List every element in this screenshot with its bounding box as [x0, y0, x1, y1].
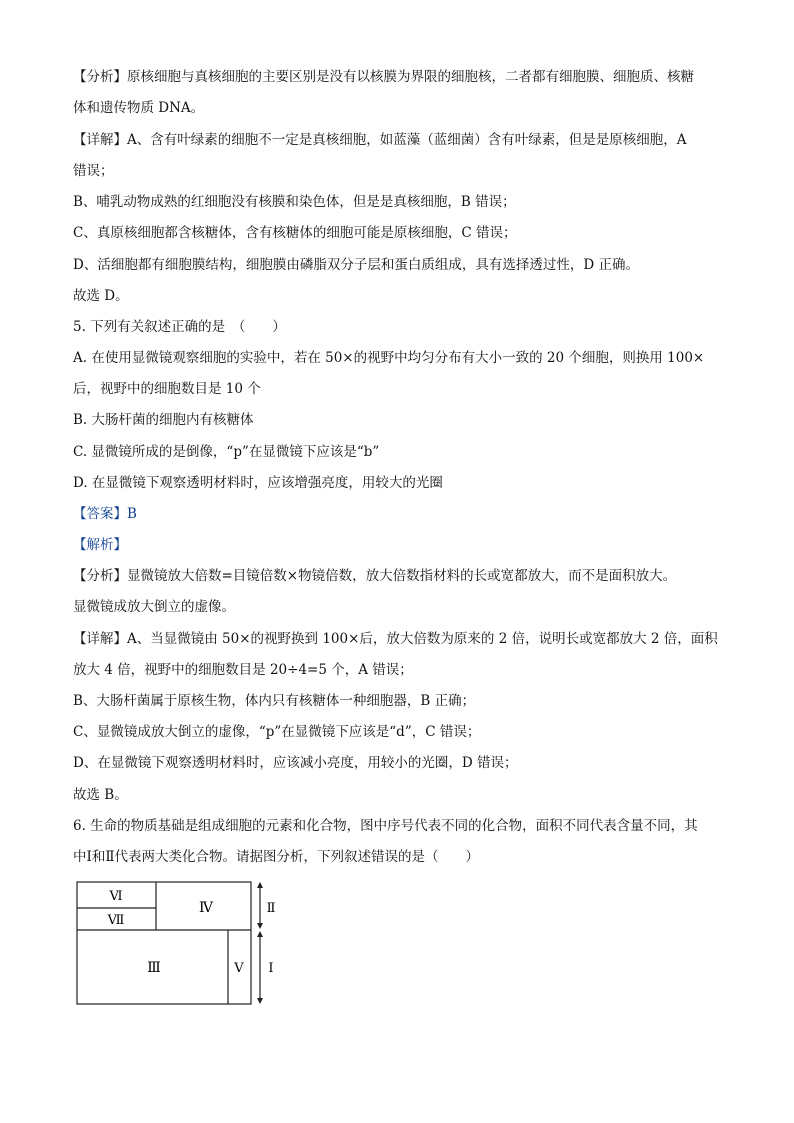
text-line: B、哺乳动物成熟的红细胞没有核膜和染色体，但是是真核细胞，B 错误；: [73, 194, 516, 210]
option-a: A. 在使用显微镜观察细胞的实验中，若在 50×的视野中均匀分布有大小一致的 20 个细胞，则换用 100×: [73, 350, 705, 366]
answer-label: 【答案】B: [73, 506, 137, 522]
text-line: 放大 4 倍，视野中的细胞数目是 20÷4=5 个，A 错误；: [73, 662, 413, 678]
text-line: 故选 B。: [73, 787, 128, 803]
label-ii: Ⅱ: [266, 901, 276, 916]
text-line: 【详解】A、含有叶绿素的细胞不一定是真核细胞，如蓝藻（蓝细菌）含有叶绿素，但是是原核细胞，A: [73, 132, 687, 148]
text-line: D、活细胞都有细胞膜结构，细胞膜由磷脂双分子层和蛋白质组成，具有选择透过性，D 正确。: [73, 257, 639, 273]
option-b: B. 大肠杆菌的细胞内有核糖体: [73, 412, 254, 428]
text-line: D、在显微镜下观察透明材料时，应该减小亮度，用较小的光圈，D 错误；: [73, 755, 518, 771]
question-6-stem-cont: 中Ⅰ和Ⅱ代表两大类化合物。请据图分析，下列叙述错误的是（ ）: [73, 849, 480, 865]
option-d: D. 在显微镜下观察透明材料时，应该增强亮度，用较大的光圈: [73, 475, 443, 491]
analysis-label: 【解析】: [73, 537, 127, 553]
option-a-cont: 后，视野中的细胞数目是 10 个: [73, 381, 261, 397]
text-line: 错误；: [73, 163, 114, 179]
text-line: 故选 D。: [73, 288, 129, 304]
text-line: 【详解】A、当显微镜由 50×的视野换到 100×后，放大倍数为原来的 2 倍，说明长或宽都放大 2 倍，面积: [73, 631, 718, 647]
question-5-stem: 5. 下列有关叙述正确的是 （ ）: [73, 319, 286, 335]
label-i: Ⅰ: [268, 961, 274, 976]
option-c: C. 显微镜所成的是倒像，“p”在显微镜下应该是“b”: [73, 444, 380, 460]
label-vi: Ⅵ: [109, 889, 123, 904]
outer-box: [77, 882, 251, 1004]
text-line: C、显微镜成放大倒立的虚像，“p”在显微镜下应该是“d”，C 错误；: [73, 724, 481, 740]
text-line: 【分析】原核细胞与真核细胞的主要区别是没有以核膜为界限的细胞核，二者都有细胞膜、细胞质、核糖: [73, 69, 694, 85]
text-line: B、大肠杆菌属于原核生物，体内只有核糖体一种细胞器，B 正确；: [73, 693, 476, 709]
text-line: 【分析】显微镜放大倍数=目镜倍数×物镜倍数，放大倍数指材料的长或宽都放大，而不是面积放大。: [73, 568, 677, 584]
label-v: Ⅴ: [234, 961, 244, 976]
label-iv: Ⅳ: [199, 900, 213, 916]
compound-area-diagram: [76, 880, 276, 1010]
text-line: 显微镜成放大倒立的虚像。: [73, 599, 235, 615]
label-vii: Ⅶ: [107, 913, 125, 928]
text-line: C、真原核细胞都含核糖体，含有核糖体的细胞可能是原核细胞，C 错误；: [73, 225, 517, 241]
question-6-stem: 6. 生命的物质基础是组成细胞的元素和化合物，图中序号代表不同的化合物，面积不同代表含量不同，其: [73, 818, 698, 834]
label-iii: Ⅲ: [147, 960, 161, 976]
text-line: 体和遗传物质 DNA。: [73, 100, 205, 116]
